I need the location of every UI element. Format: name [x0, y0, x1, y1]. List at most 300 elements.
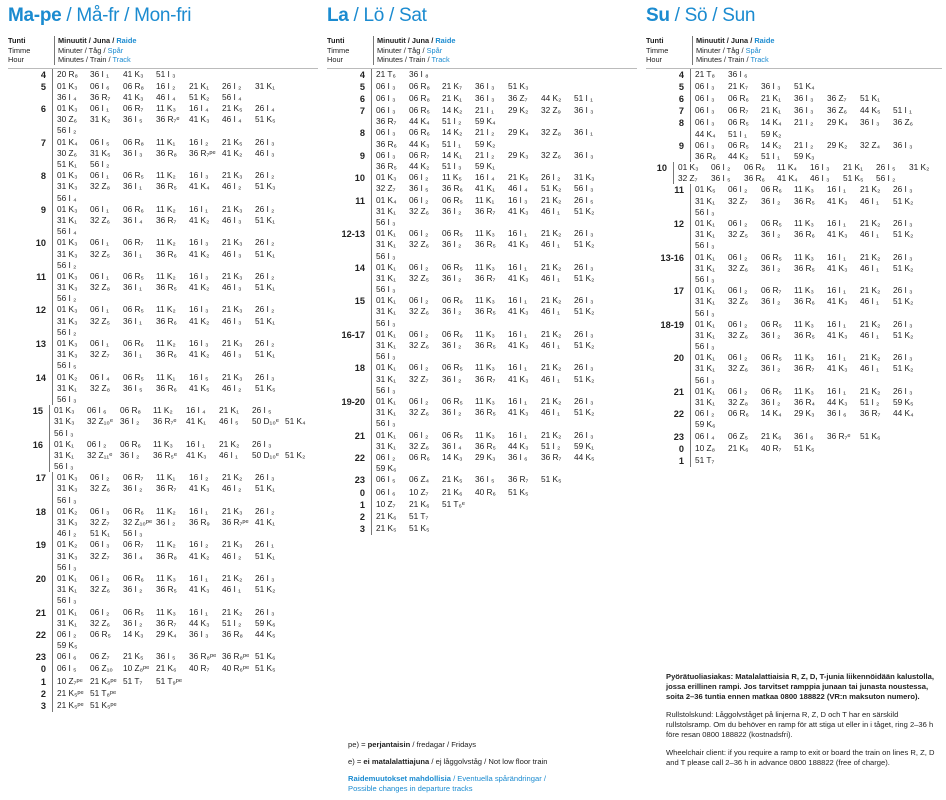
departure: 21 K₅	[442, 474, 463, 485]
departures	[371, 452, 637, 474]
departure: 26 I ₃	[893, 285, 913, 296]
departure: 51 K₂	[574, 272, 595, 283]
departure: 11 K₂	[156, 270, 176, 281]
departure-line	[376, 487, 637, 498]
departure: 46 I ₃	[222, 349, 242, 360]
departure: 41 K₂	[189, 315, 210, 326]
departure: 44 K₂	[728, 150, 749, 161]
departures	[690, 105, 942, 117]
departure: 51 K₂	[574, 340, 595, 351]
departure: 36 R₇ᵉ	[153, 416, 177, 427]
hour-row	[327, 329, 637, 363]
departure: 14 K₂	[761, 139, 782, 150]
departure: 06 R₅	[761, 318, 782, 329]
hour-row	[8, 69, 318, 81]
hour-row	[327, 430, 637, 452]
note-sv: Rullstolskund: Låggolvståget på linjerna R, Z, D och T har en särskild rullstolsramp. Om du behöver en ramp för att stiga ut eller in i tåget, ring 2–36 h före resan 0800 188822 (kostnadsfri).	[666, 710, 934, 739]
departure-line	[57, 618, 318, 629]
departure: 16 I ₁	[508, 328, 527, 339]
departure: 10 Z₈	[695, 442, 716, 453]
departure-line	[57, 506, 318, 517]
departure: 36 I ₅	[409, 183, 429, 194]
hour-label: 5	[359, 81, 365, 92]
departure-line	[376, 340, 637, 351]
departure: 21 I ₁	[475, 105, 494, 116]
saturday-column	[327, 0, 637, 535]
departure: 44 K₅	[255, 628, 276, 639]
departure-line	[57, 360, 318, 371]
hour-label: 1	[678, 455, 684, 466]
departure: 56 I ₂	[90, 159, 110, 170]
departure: 06 R₅	[123, 270, 144, 281]
departure: 06 I ₆	[90, 80, 110, 91]
departures	[52, 573, 318, 607]
sunday-column	[646, 0, 942, 467]
departure-line	[57, 676, 318, 687]
departure: 06 I ₃	[695, 117, 715, 128]
departure: 06 I ₂	[90, 606, 110, 617]
departure: 44 K₃	[409, 138, 430, 149]
departure: 36 R₅	[475, 239, 496, 250]
departure-line	[695, 352, 942, 363]
hour-row	[8, 204, 318, 238]
departure: 26 I ₃	[574, 328, 594, 339]
departure: 36 R₆	[156, 382, 177, 393]
departure: 36 R₇	[475, 373, 496, 384]
hour-label: 20	[35, 573, 46, 584]
departure-line	[57, 700, 318, 711]
departure-line	[695, 330, 942, 341]
departure: 51 T₇	[695, 454, 715, 465]
departures	[52, 688, 318, 700]
departures	[52, 651, 318, 663]
departure: 44 K₅	[860, 105, 881, 116]
hour-row	[8, 688, 318, 700]
hour-label: 11	[36, 271, 46, 282]
departure: 21 K₂	[860, 218, 881, 228]
departure: 51 K₅	[794, 442, 815, 453]
departure: 16 I ₁	[186, 438, 205, 449]
departure-line	[695, 69, 942, 80]
note-en: Wheelchair client: if you require a ramp to exit or board the train on lines R, Z, D and T please call 2–36 h in advance 0800 188822 (free of charge).	[666, 748, 935, 767]
departure: 21 K₂	[541, 194, 562, 205]
departure-line	[57, 495, 318, 506]
departure: 32 Z₅	[409, 272, 429, 283]
departure: 01 K₃	[57, 103, 78, 114]
departure-line	[376, 441, 637, 452]
departure: 32 Z₉	[541, 105, 561, 116]
departure-line	[57, 304, 318, 315]
departure: 31 K₂	[90, 114, 111, 125]
hour-row	[8, 372, 318, 406]
departure: 32 Z₇	[728, 195, 748, 206]
departure: 21 K₂	[541, 429, 562, 440]
departure: 51 K₁	[255, 214, 275, 225]
departure: 16 I ₁	[189, 505, 208, 516]
departures	[371, 396, 637, 430]
departure: 06 R₅	[442, 395, 463, 406]
departures	[371, 262, 637, 296]
departure: 26 I ₃	[893, 318, 913, 329]
departure: 36 R₇	[508, 474, 529, 485]
departure: 41 K₃	[508, 272, 529, 283]
departure: 21 K₃	[222, 237, 243, 248]
hour-label: 22	[673, 409, 684, 420]
hour-label: 8	[359, 128, 365, 139]
departure: 36 I ₃	[475, 80, 495, 91]
departure: 46 I ₃	[222, 282, 242, 293]
hour-label: 17	[35, 473, 46, 484]
hour-label: 10	[656, 163, 667, 174]
departure-line	[678, 162, 942, 173]
departure-line	[57, 539, 318, 550]
departure: 26 I ₂	[255, 237, 275, 248]
departure: 51 T₇	[409, 510, 429, 521]
hour-row	[8, 237, 318, 271]
departure: 51 K₁	[255, 550, 275, 561]
departure-line	[376, 452, 637, 463]
departure: 06 R₆	[120, 438, 141, 449]
departure: 16 I ₁	[827, 218, 846, 228]
departure: 51 K₃	[255, 181, 276, 192]
departure: 21 K₅	[508, 172, 529, 183]
hour-row	[646, 93, 942, 105]
departure: 21 K₂	[541, 328, 562, 339]
departure: 11 K₂	[156, 505, 176, 516]
sunday-rows	[646, 69, 942, 468]
hour-row	[327, 81, 637, 93]
departure: 36 I ₃	[893, 139, 913, 150]
departure: 51 K₃	[508, 80, 529, 91]
departure: 36 I ₂	[156, 517, 176, 528]
departure: 11 K₁	[156, 136, 176, 147]
departure: 01 K₄	[376, 194, 397, 205]
departure: 21 K₇	[728, 80, 748, 91]
departures	[690, 386, 942, 408]
departure: 36 R₇	[475, 272, 496, 283]
departure: 41 K₃	[827, 195, 848, 206]
departure: 36 I ₂	[761, 363, 781, 374]
hour-label: 14	[35, 372, 46, 383]
departure-line	[376, 195, 637, 206]
departure: 46 I ₄	[156, 91, 176, 102]
departure-line	[695, 408, 942, 419]
departure: 36 I ₁	[123, 315, 142, 326]
departure: 41 K₃	[508, 205, 529, 216]
departure: 06 R₇	[761, 285, 782, 296]
departure: 06 R₅	[123, 304, 144, 315]
departure: 11 K₃	[156, 606, 176, 617]
departure-line	[57, 282, 318, 293]
departure: 26 I ₃	[252, 438, 272, 449]
departure: 36 I ₂	[123, 617, 143, 628]
departure: 46 I ₃	[222, 248, 242, 259]
departures	[690, 319, 942, 353]
departure: 26 I ₂	[222, 80, 242, 91]
departure: 36 I ₂	[123, 483, 143, 494]
departure: 11 K₄	[777, 162, 797, 173]
departure-line	[376, 217, 637, 228]
hour-row	[8, 103, 318, 137]
departure: 36 I ₃	[574, 105, 594, 116]
departure-line	[695, 375, 942, 386]
departure: 46 I ₁	[860, 229, 879, 240]
departures	[690, 252, 942, 286]
saturday-rows	[327, 69, 637, 536]
departure: 36 I ₅	[123, 382, 143, 393]
departure: 56 I ₂	[57, 293, 77, 304]
departure: 16 I ₃	[508, 194, 528, 205]
departure: 16 I ₅	[189, 371, 209, 382]
hour-row	[8, 472, 318, 506]
departure: 51 K₄	[794, 80, 815, 91]
saturday-title: La / Lö / Sat	[327, 5, 427, 26]
hour-row	[646, 443, 942, 455]
hour-row	[327, 396, 637, 430]
departure: 51 K₆	[255, 651, 276, 662]
departure: 31 K₂	[909, 162, 930, 173]
hour-label: 23	[673, 431, 684, 442]
footnote-track-changes: Raidemuutokset mahdollisia / Eventuella spårändringar /	[348, 774, 546, 783]
departure: 26 I ₃	[574, 295, 594, 306]
departures	[52, 663, 318, 675]
departure: 56 I ₃	[123, 528, 143, 539]
departure: 21 K₃	[222, 338, 243, 349]
departure: 36 R₇	[156, 483, 177, 494]
departure: 06 I ₆	[376, 486, 396, 497]
departure: 11 K₁	[475, 194, 495, 205]
departure: 06 Z₁₀	[90, 663, 113, 674]
departure: 36 I ₃	[794, 105, 814, 116]
hour-label: 20	[673, 353, 684, 364]
departure: 41 K₃	[827, 262, 848, 273]
departure: 36 I ₆	[728, 68, 748, 79]
departures	[371, 195, 637, 229]
departure: 11 K₂	[153, 405, 173, 416]
departures	[52, 539, 318, 573]
hour-row	[646, 285, 942, 319]
departure-line	[57, 237, 318, 248]
departure: 36 I ₅	[475, 474, 495, 485]
departure-line	[695, 274, 942, 285]
departure: 51 I ₃	[156, 68, 176, 79]
departures	[690, 285, 942, 319]
departure-line	[57, 483, 318, 494]
departure: 21 K₆	[156, 663, 177, 674]
departure: 01 K₂	[57, 539, 78, 550]
hour-label: 5	[678, 81, 684, 92]
departure: 51 K₂	[893, 329, 914, 340]
departure: 32 Z₇	[90, 349, 110, 360]
departure: 36 R₅	[376, 161, 397, 172]
departure: 06 R₅	[728, 117, 749, 128]
departure: 44 K₄	[695, 128, 716, 139]
departure: 56 I ₃	[695, 374, 715, 385]
departure: 11 K₃	[153, 438, 173, 449]
departures	[52, 237, 318, 271]
departure: 14 K₃	[442, 451, 463, 462]
departure: 06 I ₁	[90, 270, 109, 281]
departure: 11 K₃	[475, 328, 495, 339]
departure: 46 I ₁	[541, 340, 560, 351]
departure: 16 I ₁	[508, 261, 527, 272]
departure: 31 K₃	[57, 517, 78, 528]
departure-line	[695, 229, 942, 240]
departure: 46 I ₁	[219, 449, 238, 460]
hour-label: 4	[678, 69, 684, 80]
departure: 06 R₈	[409, 80, 430, 91]
hour-row	[327, 452, 637, 474]
departure: 21 K₅	[222, 136, 243, 147]
hour-label: 2	[40, 688, 46, 699]
hour-label: 6	[678, 93, 684, 104]
departure: 46 I ₁	[222, 584, 241, 595]
departure: 51 I ₃	[442, 161, 462, 172]
departure: 21 K₆	[728, 442, 749, 453]
departure-line	[57, 472, 318, 483]
departures	[52, 81, 318, 103]
departure: 06 I ₂	[695, 408, 715, 419]
departure: 21 K₆	[376, 510, 397, 521]
hour-label: 3	[40, 701, 46, 712]
departure: 06 I ₃	[376, 105, 396, 116]
departure: 32 Z₅	[90, 248, 110, 259]
hour-label: 0	[678, 443, 684, 454]
departure-line	[376, 329, 637, 340]
departure-line	[695, 184, 942, 195]
departure: 31 K₁	[376, 306, 396, 317]
departure: 11 K₂	[156, 170, 176, 181]
departure: 36 R₆	[156, 349, 177, 360]
departure: 32 Z₄	[860, 139, 880, 150]
departure-line	[678, 173, 942, 184]
departure-line	[376, 430, 637, 441]
departure: 06 I ₅	[376, 474, 396, 485]
hour-row	[8, 700, 318, 712]
departure: 46 I ₁	[541, 205, 560, 216]
departure-line	[57, 688, 318, 699]
departure: 36 I ₂	[442, 306, 462, 317]
hour-row	[646, 319, 942, 353]
departures	[690, 69, 942, 81]
departure: 06 I ₃	[376, 80, 396, 91]
departure: 51 T₉ᵖᵉ	[156, 675, 182, 686]
departure: 51 T₇	[123, 675, 143, 686]
departure-line	[376, 523, 637, 534]
departure-line	[376, 206, 637, 217]
departure: 06 R₅	[761, 385, 782, 396]
departure-line	[57, 249, 318, 260]
departure: 36 R₅	[794, 195, 815, 206]
departure: 21 K₅	[222, 103, 243, 114]
departure: 01 K₁	[695, 285, 715, 296]
departure: 06 R₆	[728, 92, 749, 103]
departure: 10 Z₇ᵖᵉ	[57, 675, 83, 686]
departure-line	[376, 239, 637, 250]
departure-line	[376, 161, 637, 172]
departure: 36 R₆	[156, 315, 177, 326]
departure-line	[57, 349, 318, 360]
hour-label: 16	[32, 439, 43, 450]
departure: 40 R₇	[189, 663, 210, 674]
departure: 36 I ₃	[189, 628, 209, 639]
footnote-pe: pe) = perjantaisin / fredagar / Fridays	[348, 740, 477, 749]
departure: 06 I ₂	[87, 438, 107, 449]
departure-line	[376, 396, 637, 407]
departure: 26 I ₅	[876, 162, 896, 173]
departure: 29 K₄	[156, 628, 177, 639]
departure: 32 Z₈	[90, 282, 111, 293]
departure: 56 I ₃	[376, 351, 396, 362]
departures	[49, 439, 318, 473]
departure: 36 R₇	[156, 214, 177, 225]
departure-line	[54, 450, 318, 461]
departure: 31 K₃	[57, 282, 78, 293]
hour-label: 21	[354, 430, 365, 441]
departure-line	[376, 273, 637, 284]
departure: 06 I ₂	[409, 295, 429, 306]
departure: 51 K₁	[57, 159, 77, 170]
departures	[371, 93, 637, 105]
departure: 32 Z₆	[728, 329, 748, 340]
departure: 32 Z₆	[728, 262, 748, 273]
departure: 11 K₃	[794, 184, 814, 195]
departure: 59 K₅	[893, 397, 914, 407]
hour-label: 12-13	[341, 229, 365, 240]
departure: 50 D₁₀ᵉ	[252, 416, 279, 427]
departure: 32 Z₆	[409, 306, 429, 317]
hour-row	[8, 506, 318, 540]
departure: 36 I ₄	[123, 214, 143, 225]
departures	[690, 81, 942, 93]
departure: 06 I ₂	[409, 328, 429, 339]
hour-label: 8	[678, 118, 684, 129]
departures	[371, 81, 637, 93]
departures	[371, 105, 637, 127]
departure: 16 I ₃	[189, 237, 209, 248]
departure: 06 R₈	[123, 136, 144, 147]
departures	[690, 140, 942, 162]
departure: 06 R₇	[123, 237, 144, 248]
hour-label: 15	[32, 406, 43, 417]
departure: 21 K₅	[376, 523, 397, 534]
departure: 10 Z₇	[376, 498, 396, 509]
departure: 06 I ₃	[376, 92, 396, 103]
hour-row	[646, 455, 942, 467]
departure-line	[695, 129, 942, 140]
departure-line	[695, 308, 942, 319]
departure: 11 K₃	[475, 395, 495, 406]
departure: 16 I ₁	[827, 184, 846, 195]
departure: 06 R₅	[761, 218, 782, 228]
departure-line	[57, 215, 318, 226]
departure-line	[57, 327, 318, 338]
departure: 31 K₁	[695, 397, 715, 407]
departure: 51 K₅	[409, 523, 430, 534]
departure: 21 K₁	[761, 92, 781, 103]
departure: 32 Z₆	[409, 340, 429, 351]
departure: 26 I ₂	[255, 170, 275, 181]
departure: 36 R₇	[475, 205, 496, 216]
departure: 32 Z₁₁ᵉ	[87, 449, 113, 460]
departure-line	[695, 397, 942, 408]
departure: 16 I ₄	[189, 103, 209, 114]
departure: 59 K₂	[475, 138, 496, 149]
departure: 41 K₃	[189, 483, 210, 494]
hour-label: 14	[354, 262, 365, 273]
departure-line	[57, 226, 318, 237]
departure: 36 I ₂	[442, 340, 462, 351]
